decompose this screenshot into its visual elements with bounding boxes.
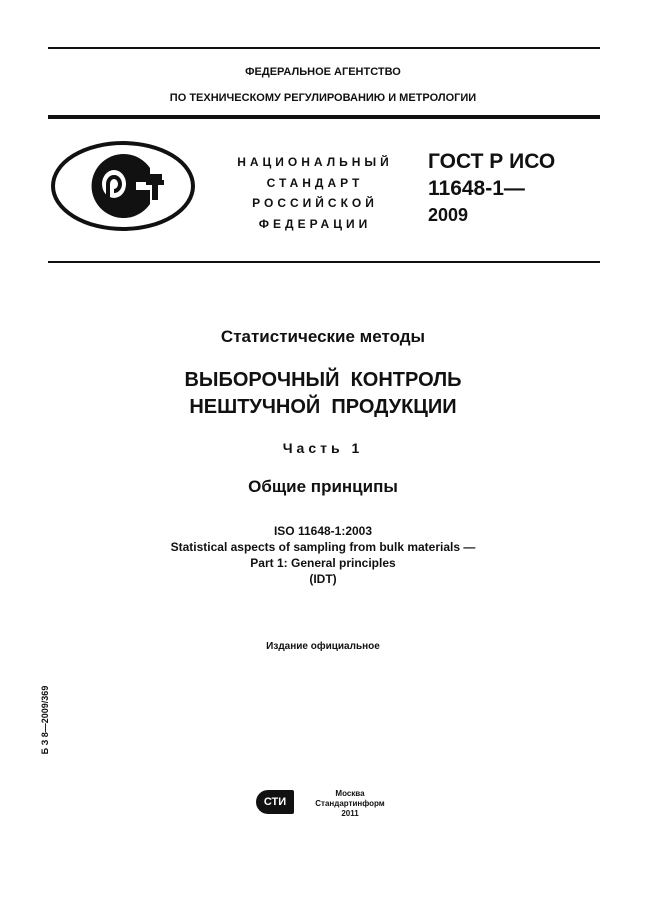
standard-type-line: НАЦИОНАЛЬНЫЙ [237, 155, 393, 169]
iso-line: Statistical aspects of sampling from bulk materials — [170, 540, 476, 554]
agency-line-2: ПО ТЕХНИЧЕСКОМУ РЕГУЛИРОВАНИЮ И МЕТРОЛОГИИ [169, 92, 477, 104]
main-title-line-2: НЕШТУЧНОЙ ПРОДУКЦИИ [189, 396, 457, 418]
designation-line: 2009 [428, 205, 469, 225]
iso-line: Part 1: General principles [250, 556, 396, 570]
standard-type [225, 152, 405, 234]
iso-line: (IDT) [309, 572, 337, 586]
subtitle: Общие принципы [248, 477, 398, 496]
publisher-city: Москва [335, 789, 365, 798]
iso-reference [0, 523, 646, 587]
top-rule [48, 47, 600, 49]
standard-type-line: ФЕДЕРАЦИИ [258, 216, 372, 231]
standard-type-line: СТАНДАРТ [266, 175, 364, 190]
publisher-name: Стандартинформ [315, 799, 385, 808]
publisher-year: 2011 [341, 809, 359, 818]
rst-logo-icon [50, 140, 196, 232]
publisher-info [300, 789, 400, 819]
edition-note: Издание официальное [266, 641, 380, 652]
part-number: Часть 1 [282, 440, 364, 456]
series-title: Статистические методы [220, 327, 426, 346]
designation-line: 11648-1— [428, 177, 525, 200]
publisher-logo-icon: СТИ [256, 790, 294, 814]
thick-rule [48, 115, 600, 119]
designation-line: ГОСТ Р ИСО [428, 150, 556, 173]
standard-type-line: РОССИЙСКОЙ [252, 196, 378, 210]
iso-line: ISO 11648-1:2003 [273, 524, 373, 538]
section-rule [48, 261, 600, 263]
standard-designation [428, 148, 555, 229]
side-code: Б З 8—2009/369 [40, 685, 50, 755]
main-title-line-1: ВЫБОРОЧНЫЙ КОНТРОЛЬ [184, 369, 462, 391]
agency-line-1: ФЕДЕРАЛЬНОЕ АГЕНТСТВО [245, 66, 401, 78]
